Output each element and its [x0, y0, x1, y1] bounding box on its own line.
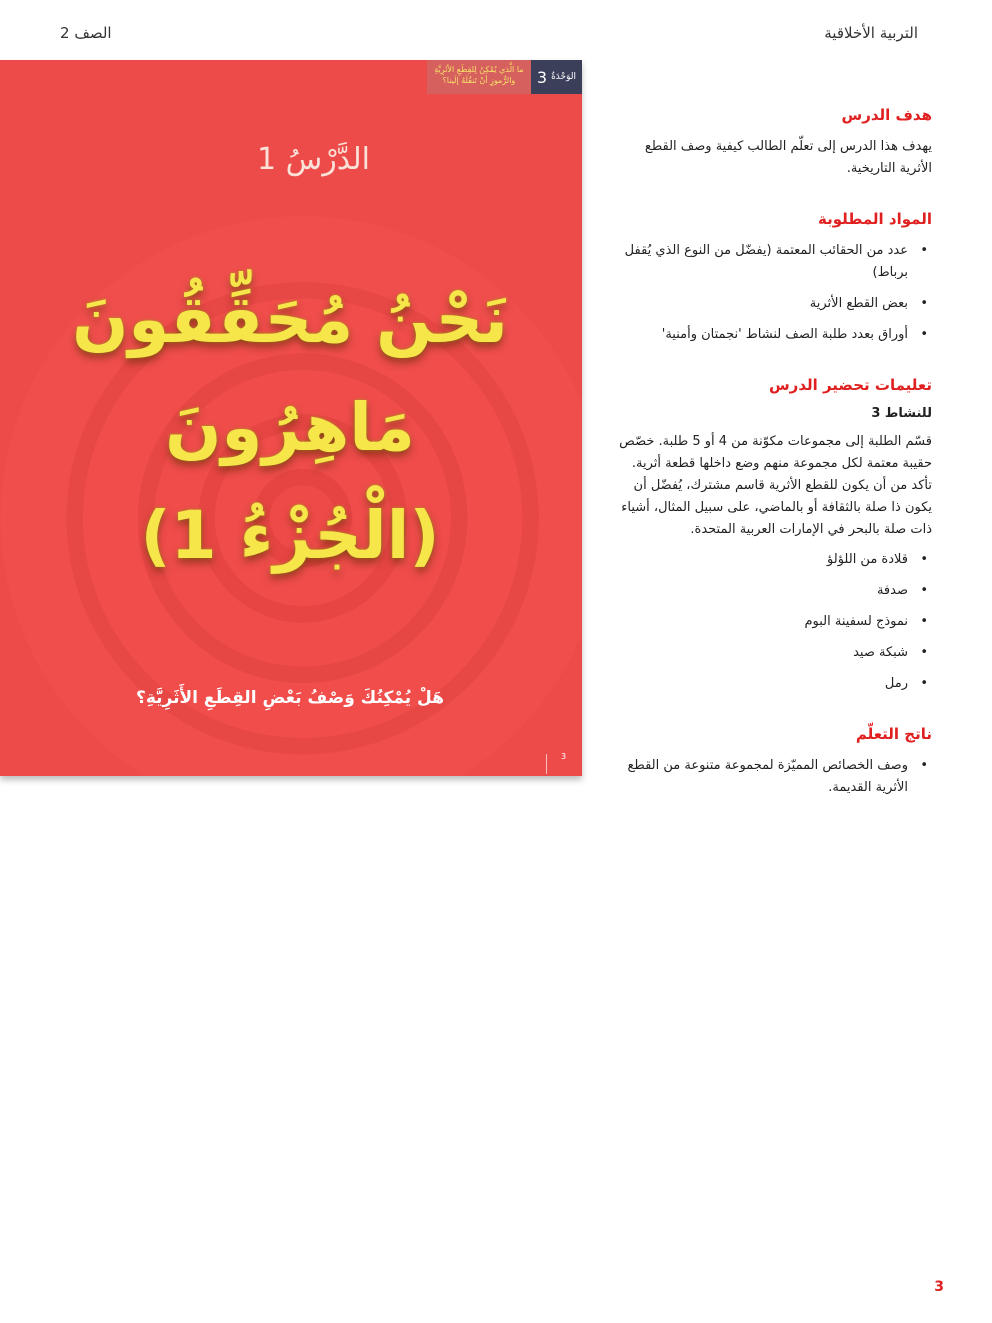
lesson-notes-column: [614, 106, 932, 829]
bullet-icon: •: [920, 243, 928, 258]
lesson-label: الدَّرْسُ 1: [257, 142, 370, 177]
outcome-list: [614, 755, 932, 799]
prep-text: قسّم الطلبة إلى مجموعات مكوّنة من 4 أو 5 طلبة. خصّص حقيبة معتمة لكل مجموعة منهم وضع داخلها قطعة أثرية. تأكد من أن يكون للقطع الأثرية قاسم مشترك، يُفضّل أن يكون ذا صلة بالثقافة أو بالماضي، على سبيل المثال، أشياء ذات صلة بالبحر في الإمارات العربية المتحدة.: [619, 434, 932, 537]
outcome-title: ناتج التعلّم: [855, 725, 932, 743]
subject-header: التربية الأخلاقية: [824, 24, 918, 42]
bullet-icon: •: [920, 758, 928, 773]
goal-text: يهدف هذا الدرس إلى تعلّم الطالب كيفية وصف القطع الأثرية التاريخية.: [644, 139, 932, 176]
unit-tag: [427, 60, 582, 94]
prep-items-list: [614, 549, 932, 695]
bullet-icon: •: [920, 614, 928, 629]
bullet-icon: •: [920, 645, 928, 660]
page-number: 3: [934, 1279, 944, 1295]
list-item: • عدد من الحقائب المعتمة (يفضّل من النوع الذي يُقفل برباط): [614, 240, 932, 284]
list-item: • رمل: [614, 673, 932, 695]
unit-label: الوَحْدَةُ: [551, 72, 576, 82]
list-item: • قلادة من اللؤلؤ: [614, 549, 932, 571]
grade-header: الصف 2: [60, 24, 112, 42]
title-line-1: نَحْنُ مُحَقِّقُونَ: [72, 281, 508, 358]
materials-title: المواد المطلوبة: [818, 210, 932, 228]
materials-list: [614, 240, 932, 346]
lesson-title: [20, 266, 560, 590]
divider: [546, 754, 547, 774]
list-item: • نموذج لسفينة البوم: [614, 611, 932, 633]
list-item: • أوراق بعدد طلبة الصف لنشاط 'نجمتان وأمنية': [614, 324, 932, 346]
list-item: • شبكة صيد: [614, 642, 932, 664]
prep-title: تعليمات تحضير الدرس: [768, 376, 932, 394]
lesson-cover-image: [0, 60, 582, 776]
unit-badge: [531, 60, 582, 94]
cover-page-number: 3: [561, 752, 567, 761]
bullet-icon: •: [920, 552, 928, 567]
bullet-icon: •: [920, 327, 928, 342]
bullet-icon: •: [920, 583, 928, 598]
bullet-icon: •: [920, 676, 928, 691]
lesson-question: هَلْ يُمْكِنُكَ وَصْفُ بَعْضِ القِطَعِ الأَثَرِيَّةِ؟: [135, 688, 445, 708]
activity-label: للنشاط 3: [871, 406, 932, 421]
bullet-icon: •: [920, 296, 928, 311]
list-item: • وصف الخصائص المميّزة لمجموعة متنوعة من القطع الأثرية القديمة.: [614, 755, 932, 799]
list-item: • بعض القطع الأثرية: [614, 293, 932, 315]
goal-title: هدف الدرس: [841, 106, 932, 124]
unit-number: 3: [536, 67, 548, 87]
title-line-2: مَاهِرُونَ: [165, 389, 415, 466]
unit-question: ما الَّذي يُمْكِنُ لِلقِطَعِ الأثَرِيَّةِ والرُّموزِ أنْ تَنقُلَهُ إلَينا؟: [427, 60, 531, 94]
title-line-3: (الْجُزْءُ 1): [140, 497, 440, 574]
list-item: • صدفة: [614, 580, 932, 602]
